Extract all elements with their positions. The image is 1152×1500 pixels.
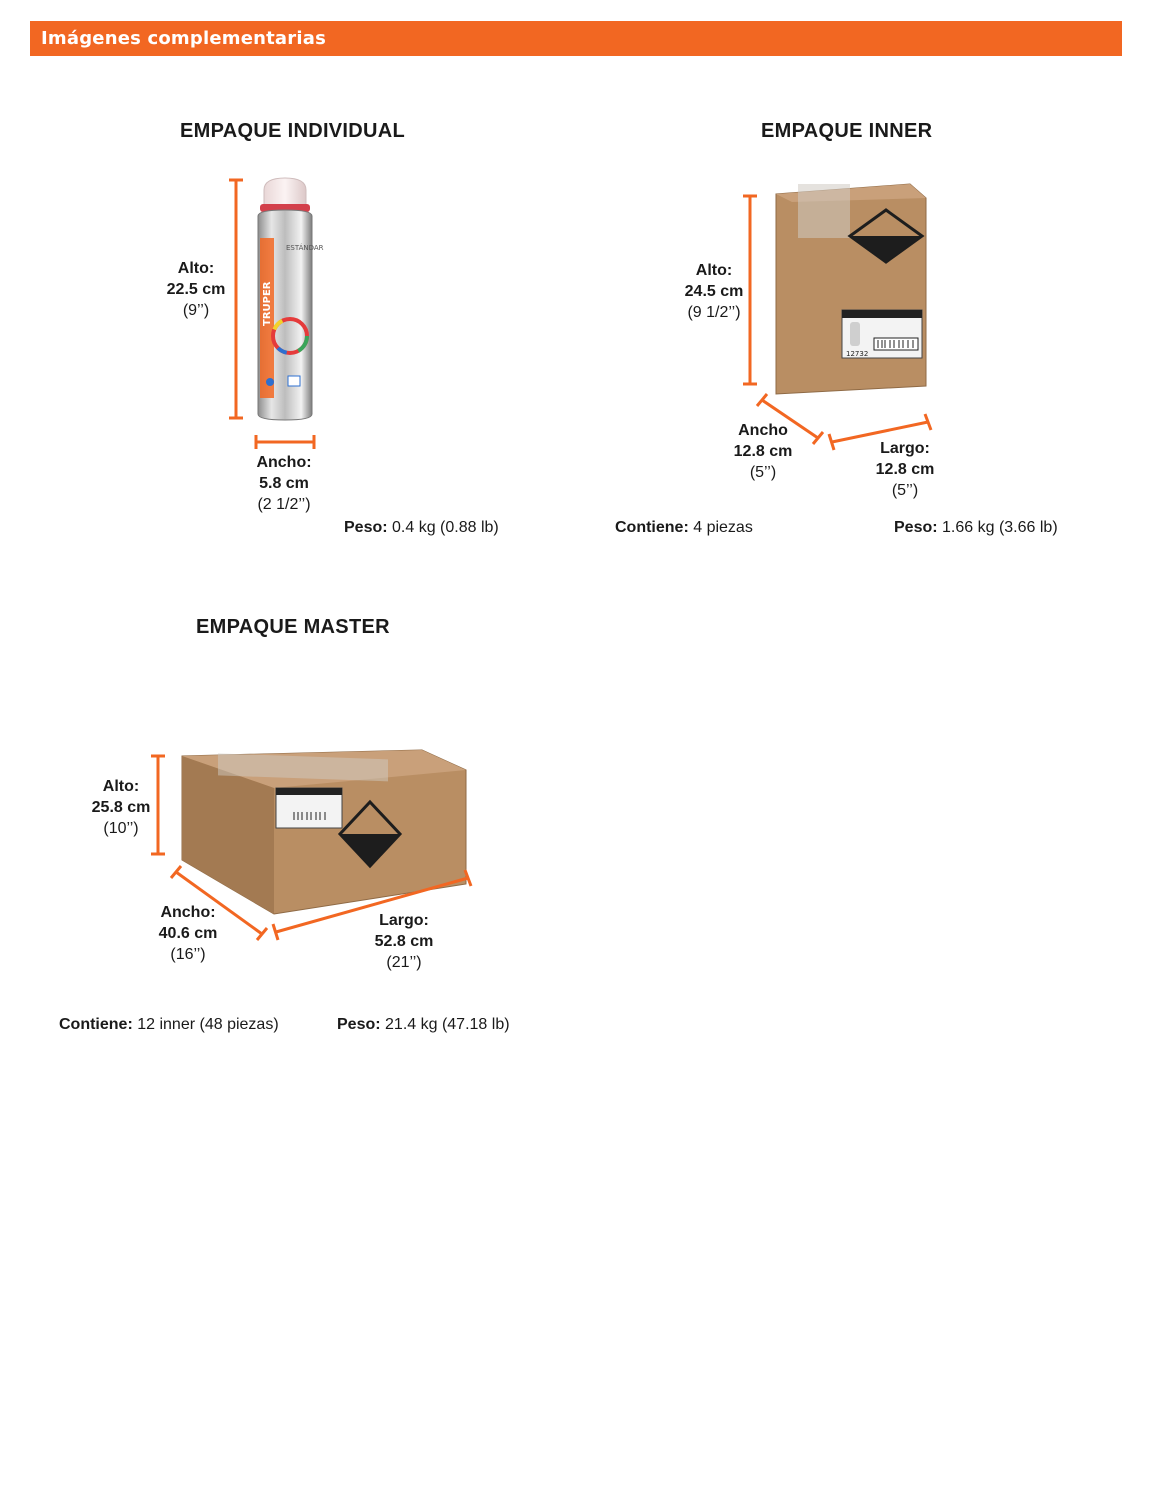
master-contiene-value: 12 inner (48 piezas) [132,1016,279,1033]
individual-peso-label: Peso: [344,519,388,536]
can-brand-text: TRUPER [262,281,273,326]
spray-can-image [248,176,322,426]
section-header-title: Imágenes complementarias [41,28,326,49]
inner-peso-label: Peso: [894,519,938,536]
master-contiene [59,1016,279,1034]
master-peso [337,1016,510,1034]
inner-peso [894,519,1058,537]
individual-alto-label: Alto: 22.5 cm (9’’) [166,260,226,319]
section-header-bar [30,21,1122,56]
individual-width-dimension-line [254,434,316,450]
inner-box-image [770,180,930,400]
inner-largo-label: Largo: 12.8 cm (5’’) [875,440,935,499]
inner-contiene-label: Contiene: [615,519,689,536]
individual-ancho-label: Ancho: 5.8 cm (2 1/2’’) [256,454,312,513]
individual-peso [344,519,499,537]
master-contiene-label: Contiene: [59,1016,133,1033]
can-line-text: ESTÁNDAR [286,244,324,252]
master-peso-value: 21.4 kg (47.18 lb) [380,1016,510,1033]
master-ancho-label: Ancho: 40.6 cm (16’’) [158,904,218,963]
master-peso-label: Peso: [337,1016,381,1033]
inner-peso-value: 1.66 kg (3.66 lb) [937,519,1058,536]
master-largo-label: Largo: 52.8 cm (21’’) [374,912,434,971]
inner-box-code: 12732 [846,350,869,358]
individual-title: EMPAQUE INDIVIDUAL [180,120,406,142]
master-alto-label: Alto: 25.8 cm (10’’) [91,778,151,837]
inner-contiene [615,519,753,537]
inner-title: EMPAQUE INNER [761,120,933,142]
inner-ancho-label: Ancho 12.8 cm (5’’) [733,422,793,481]
individual-peso-value: 0.4 kg (0.88 lb) [387,519,499,536]
master-title: EMPAQUE MASTER [196,616,390,638]
inner-alto-label: Alto: 24.5 cm (9 1/2’’) [684,262,744,321]
inner-contiene-value: 4 piezas [688,519,753,536]
